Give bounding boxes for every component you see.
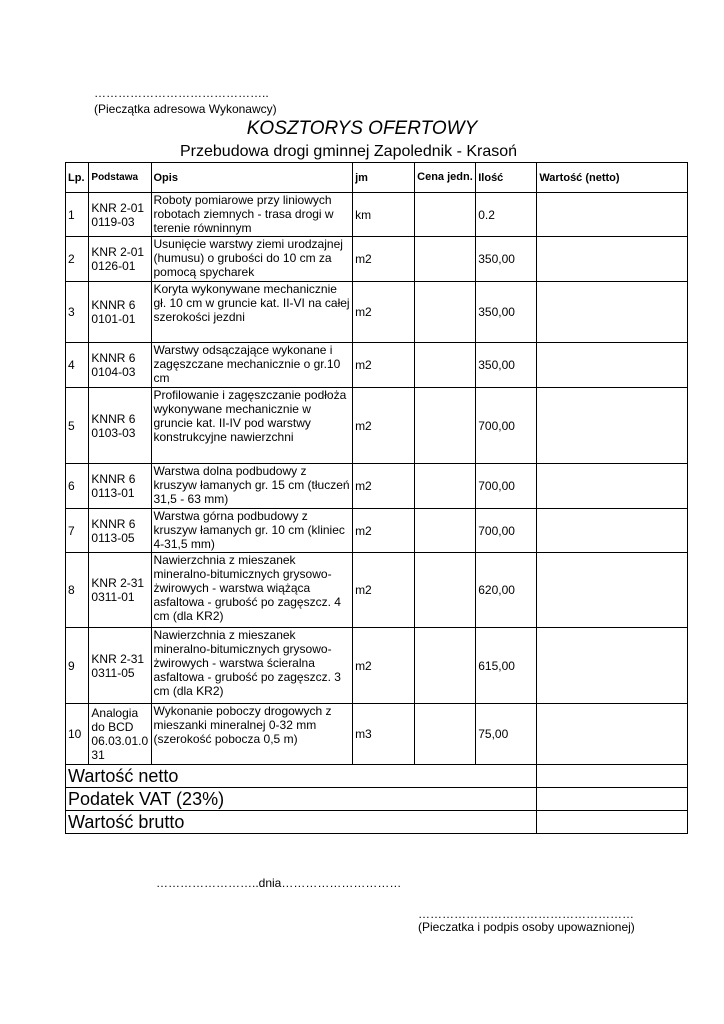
summary-row bbox=[66, 765, 688, 788]
project-subtitle: Przebudowa drogi gminnej Zapolednik - Krasoń bbox=[180, 143, 518, 160]
cell-ilosc: 75,00 bbox=[476, 704, 537, 765]
cell-ilosc: 700,00 bbox=[476, 388, 537, 464]
cell-jm: m2 bbox=[353, 343, 415, 388]
document-title-text: KOSZTORYS OFERTOWY bbox=[246, 118, 478, 139]
cell-cena bbox=[415, 237, 476, 282]
cell-lp: 10 bbox=[66, 704, 89, 765]
table-row bbox=[66, 282, 688, 343]
header-ilosc: Ilość bbox=[476, 163, 537, 193]
cell-opis: Koryta wykonywane mechanicznie gł. 10 cm w gruncie kat. II-VI na całej szerokości jezdni bbox=[151, 282, 353, 343]
cell-ilosc: 350,00 bbox=[476, 343, 537, 388]
cell-jm: m2 bbox=[353, 388, 415, 464]
header-jm: jm bbox=[353, 163, 415, 193]
cell-podstawa: KNR 2-31 0311-05 bbox=[89, 628, 151, 704]
summary-value bbox=[537, 765, 688, 788]
cell-ilosc: 350,00 bbox=[476, 237, 537, 282]
cell-lp: 5 bbox=[66, 388, 89, 464]
contractor-stamp-label: (Pieczątka adresowa Wykonawcy) bbox=[94, 102, 277, 116]
cell-jm: m2 bbox=[353, 237, 415, 282]
cell-wartosc bbox=[537, 193, 688, 237]
cell-opis: Profilowanie i zagęszczanie podłoża wykonywane mechanicznie w gruncie kat. II-IV pod warstwy konstrukcyjne nawierzchni bbox=[151, 388, 353, 464]
cell-opis: Warstwa dolna podbudowy z kruszyw łamanych gr. 15 cm (tłuczeń 31,5 - 63 mm) bbox=[151, 464, 353, 509]
cell-opis: Usunięcie warstwy ziemi urodzajnej (humusu) o grubości do 10 cm za pomocą spycharek bbox=[151, 237, 353, 282]
cell-jm: m2 bbox=[353, 509, 415, 553]
cell-wartosc bbox=[537, 553, 688, 628]
cell-ilosc: 620,00 bbox=[476, 553, 537, 628]
summary-value bbox=[537, 811, 688, 834]
cell-podstawa: Analogia do BCD 06.03.01.0 31 bbox=[89, 704, 151, 765]
cell-ilosc: 615,00 bbox=[476, 628, 537, 704]
cell-wartosc bbox=[537, 343, 688, 388]
cell-jm: m2 bbox=[353, 553, 415, 628]
summary-value bbox=[537, 788, 688, 811]
cell-lp: 2 bbox=[66, 237, 89, 282]
cell-lp: 6 bbox=[66, 464, 89, 509]
summary-label: Podatek VAT (23%) bbox=[66, 788, 537, 811]
cell-ilosc: 0.2 bbox=[476, 193, 537, 237]
cell-wartosc bbox=[537, 464, 688, 509]
cell-opis: Warstwy odsączające wykonane i zagęszczane mechanicznie o gr.10 cm bbox=[151, 343, 353, 388]
cell-lp: 8 bbox=[66, 553, 89, 628]
cell-opis: Wykonanie poboczy drogowych z mieszanki mineralnej 0-32 mm (szerokość pobocza 0,5 m) bbox=[151, 704, 353, 765]
table-row bbox=[66, 553, 688, 628]
header-wartosc: Wartość (netto) bbox=[537, 163, 688, 193]
cell-opis: Nawierzchnia z mieszanek mineralno-bitumicznych grysowo-żwirowych - warstwa wiążąca asfaltowa - grubość po zagęszcz. 4 cm (dla KR2) bbox=[151, 553, 353, 628]
table-row bbox=[66, 388, 688, 464]
table-row bbox=[66, 628, 688, 704]
table-row bbox=[66, 237, 688, 282]
cell-opis: Roboty pomiarowe przy liniowych robotach ziemnych - trasa drogi w terenie równinnym bbox=[151, 193, 353, 237]
document-title bbox=[0, 118, 724, 140]
summary-row bbox=[66, 788, 688, 811]
cell-jm: m2 bbox=[353, 464, 415, 509]
table-row bbox=[66, 704, 688, 765]
header-cena: Cena jedn. bbox=[415, 163, 476, 193]
cell-jm: m2 bbox=[353, 628, 415, 704]
cell-cena bbox=[415, 193, 476, 237]
cell-cena bbox=[415, 628, 476, 704]
table-header-row bbox=[66, 163, 688, 193]
cell-cena bbox=[415, 343, 476, 388]
table-row bbox=[66, 464, 688, 509]
cell-wartosc bbox=[537, 628, 688, 704]
cell-opis: Warstwa górna podbudowy z kruszyw łamanych gr. 10 cm (kliniec 4-31,5 mm) bbox=[151, 509, 353, 553]
cell-podstawa: KNNR 6 0101-01 bbox=[89, 282, 151, 343]
header-opis: Opis bbox=[151, 163, 353, 193]
cell-podstawa: KNNR 6 0113-05 bbox=[89, 509, 151, 553]
summary-row bbox=[66, 811, 688, 834]
table-row bbox=[66, 343, 688, 388]
cell-podstawa: KNNR 6 0104-03 bbox=[89, 343, 151, 388]
header-lp: Lp. bbox=[66, 163, 89, 193]
cell-wartosc bbox=[537, 704, 688, 765]
cell-jm: m2 bbox=[353, 282, 415, 343]
cell-cena bbox=[415, 509, 476, 553]
cell-ilosc: 700,00 bbox=[476, 464, 537, 509]
cell-cena bbox=[415, 553, 476, 628]
cell-podstawa: KNR 2-31 0311-01 bbox=[89, 553, 151, 628]
cell-lp: 9 bbox=[66, 628, 89, 704]
cell-podstawa: KNNR 6 0113-01 bbox=[89, 464, 151, 509]
stamp-placeholder-line: …………………………………….. bbox=[94, 86, 269, 100]
summary-label: Wartość brutto bbox=[66, 811, 537, 834]
cell-wartosc bbox=[537, 237, 688, 282]
cell-ilosc: 350,00 bbox=[476, 282, 537, 343]
cell-wartosc bbox=[537, 388, 688, 464]
cell-cena bbox=[415, 388, 476, 464]
cell-lp: 3 bbox=[66, 282, 89, 343]
cell-lp: 1 bbox=[66, 193, 89, 237]
cell-jm: km bbox=[353, 193, 415, 237]
cell-cena bbox=[415, 464, 476, 509]
cell-podstawa: KNR 2-01 0126-01 bbox=[89, 237, 151, 282]
summary-label: Wartość netto bbox=[66, 765, 537, 788]
signature-line: ……………………………………………… bbox=[418, 907, 634, 921]
cell-podstawa: KNNR 6 0103-03 bbox=[89, 388, 151, 464]
cell-cena bbox=[415, 282, 476, 343]
cell-ilosc: 700,00 bbox=[476, 509, 537, 553]
cell-opis: Nawierzchnia z mieszanek mineralno-bitumicznych grysowo-żwirowych - warstwa ścieralna asfaltowa - grubość po zagęszcz. 3 cm (dla KR2) bbox=[151, 628, 353, 704]
table-row bbox=[66, 193, 688, 237]
table-row bbox=[66, 509, 688, 553]
cell-lp: 7 bbox=[66, 509, 89, 553]
cell-wartosc bbox=[537, 509, 688, 553]
header-podstawa: Podstawa bbox=[89, 163, 151, 193]
date-line: ……………………..dnia………………………… bbox=[156, 876, 402, 890]
signature-label: (Pieczatka i podpis osoby upowaznionej) bbox=[418, 920, 635, 934]
cell-cena bbox=[415, 704, 476, 765]
cell-jm: m3 bbox=[353, 704, 415, 765]
cell-podstawa: KNR 2-01 0119-03 bbox=[89, 193, 151, 237]
cost-estimate-table bbox=[65, 162, 688, 834]
cell-lp: 4 bbox=[66, 343, 89, 388]
cell-wartosc bbox=[537, 282, 688, 343]
